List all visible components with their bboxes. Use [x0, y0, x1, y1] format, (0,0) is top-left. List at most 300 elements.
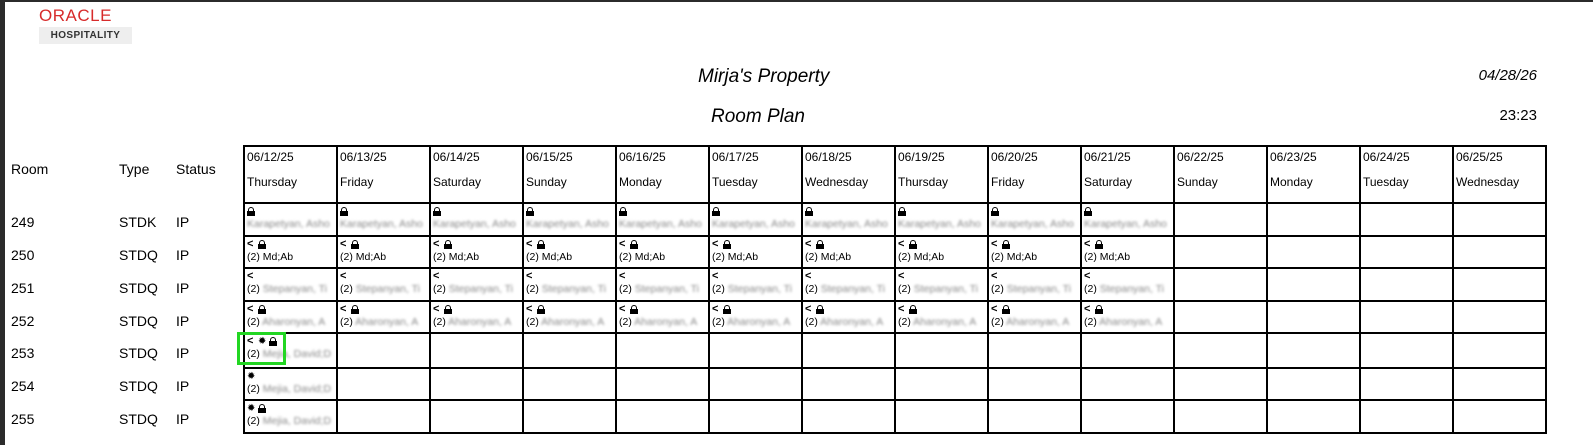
- share-icon: <: [805, 302, 812, 315]
- day-header-cell: [338, 147, 431, 202]
- room-day-cell[interactable]: [896, 204, 989, 235]
- day-date: 06/16/25: [619, 150, 666, 164]
- property-name: Mirja's Property: [698, 66, 830, 87]
- reservation-icons: [526, 304, 615, 315]
- lock-icon: [630, 305, 638, 314]
- lock-icon: [1095, 305, 1103, 314]
- date-header-row: [245, 147, 1547, 204]
- room-day-cell[interactable]: [1268, 237, 1361, 268]
- room-status: IP: [176, 411, 190, 427]
- lock-icon: [444, 240, 452, 249]
- guest-name-redacted: Stepanyan, Ti: [820, 283, 885, 295]
- room-day-cell[interactable]: [803, 269, 896, 300]
- guest-count: (2): [898, 283, 914, 295]
- room-day-cell[interactable]: [803, 302, 896, 333]
- share-icon: <: [433, 302, 440, 315]
- room-day-cell[interactable]: [1082, 401, 1175, 432]
- reservation-text: Karapetyan, Asho: [712, 218, 795, 230]
- lock-icon: [1084, 207, 1092, 216]
- room-day-cell[interactable]: [338, 401, 431, 432]
- lock-icon: [898, 207, 906, 216]
- day-name: Tuesday: [1363, 175, 1409, 189]
- room-day-cell[interactable]: [338, 269, 431, 300]
- reservation-text: [898, 316, 987, 328]
- day-name: Monday: [619, 175, 662, 189]
- guest-name-redacted: Stepanyan, Ti: [1006, 283, 1071, 295]
- guest-name-redacted: Aharonyan, A: [448, 315, 512, 328]
- reservation-icons: [1084, 239, 1173, 250]
- day-name: Wednesday: [1456, 175, 1520, 189]
- room-room: 252: [11, 313, 35, 329]
- share-icon: <: [619, 270, 626, 282]
- room-day-cell[interactable]: [1082, 269, 1175, 300]
- reservation-icons: [526, 206, 615, 217]
- share-icon: <: [619, 237, 626, 250]
- gear-icon: ✹: [247, 403, 256, 414]
- room-status: IP: [176, 247, 190, 263]
- reservation-text: [247, 383, 336, 395]
- room-day-cell[interactable]: [710, 334, 803, 367]
- room-day-cell[interactable]: [896, 302, 989, 333]
- day-name: Friday: [991, 175, 1025, 189]
- room-day-cell[interactable]: [710, 401, 803, 432]
- share-icon: <: [340, 302, 347, 315]
- day-header-cell: [1361, 147, 1454, 202]
- day-name: Friday: [340, 175, 374, 189]
- room-day-cell[interactable]: [1175, 302, 1268, 333]
- share-icon: <: [712, 302, 719, 315]
- reservation-icons: [898, 239, 987, 250]
- day-date: 06/12/25: [247, 150, 294, 164]
- room-day-cell[interactable]: [617, 401, 710, 432]
- room-day-cell[interactable]: [338, 237, 431, 268]
- room-day-cell[interactable]: [1082, 204, 1175, 235]
- reservation-icons: [619, 206, 708, 217]
- reservation-text: [340, 316, 429, 328]
- room-day-cell[interactable]: [617, 204, 710, 235]
- lock-icon: [723, 305, 731, 314]
- reservation-icons: [1084, 304, 1173, 315]
- guest-name-redacted: Aharonyan, A: [820, 315, 884, 328]
- reservation-icons: [340, 206, 429, 217]
- guest-name-redacted: Aharonyan, A: [727, 315, 791, 328]
- reservation-text: Karapetyan, Asho: [433, 218, 516, 230]
- reservation-text: [340, 283, 429, 295]
- table-row: [245, 269, 1547, 302]
- room-day-cell[interactable]: [1361, 369, 1454, 400]
- reservation-icons: [991, 239, 1080, 250]
- reservation-text: [619, 283, 708, 295]
- room-day-cell[interactable]: [1361, 302, 1454, 333]
- room-day-cell[interactable]: [896, 369, 989, 400]
- room-day-cell[interactable]: [338, 334, 431, 367]
- room-day-cell[interactable]: [989, 237, 1082, 268]
- room-day-cell[interactable]: [245, 401, 338, 432]
- lock-icon: [269, 337, 277, 346]
- room-day-cell[interactable]: [1268, 302, 1361, 333]
- day-date: 06/24/25: [1363, 150, 1410, 164]
- day-header-cell: [1082, 147, 1175, 202]
- room-day-cell[interactable]: [1454, 204, 1547, 235]
- lock-icon: [723, 240, 731, 249]
- reservation-icons: [619, 304, 708, 315]
- day-date: 06/22/25: [1177, 150, 1224, 164]
- room-day-cell[interactable]: [245, 369, 338, 400]
- lock-icon: [909, 240, 917, 249]
- guest-count: (2): [247, 283, 263, 295]
- gear-icon: ✹: [247, 370, 256, 382]
- room-day-cell[interactable]: [617, 269, 710, 300]
- room-day-cell[interactable]: [989, 401, 1082, 432]
- reservation-text: [712, 316, 801, 328]
- lock-icon: [630, 240, 638, 249]
- reservation-text: [247, 348, 336, 360]
- column-header-type: Type: [119, 161, 150, 177]
- guest-name-redacted: Mejia, David;D: [262, 382, 332, 395]
- day-header-cell: [431, 147, 524, 202]
- day-header-cell: [710, 147, 803, 202]
- lock-icon: [537, 305, 545, 314]
- room-day-cell[interactable]: [1361, 204, 1454, 235]
- reservation-icons: [712, 206, 801, 217]
- lock-icon: [258, 404, 266, 413]
- lock-icon: [805, 207, 813, 216]
- day-header-cell: [1454, 147, 1547, 202]
- reservation-icons: [340, 271, 429, 282]
- room-day-cell[interactable]: [710, 369, 803, 400]
- room-day-cell[interactable]: [1361, 237, 1454, 268]
- reservation-icons: [898, 304, 987, 315]
- share-icon: <: [712, 270, 719, 282]
- room-day-cell[interactable]: [524, 401, 617, 432]
- reservation-icons: [805, 206, 894, 217]
- reservation-icons: [619, 271, 708, 282]
- room-day-cell[interactable]: [1454, 269, 1547, 300]
- share-icon: <: [526, 302, 533, 315]
- room-day-cell[interactable]: [989, 302, 1082, 333]
- day-name: Thursday: [898, 175, 949, 189]
- room-day-cell[interactable]: [803, 204, 896, 235]
- room-day-cell[interactable]: [989, 334, 1082, 367]
- room-day-cell[interactable]: [524, 334, 617, 367]
- share-icon: <: [247, 270, 254, 282]
- lock-icon: [619, 207, 627, 216]
- guest-name-redacted: Stepanyan, Ti: [1099, 283, 1164, 295]
- room-day-cell[interactable]: [524, 269, 617, 300]
- share-icon: <: [898, 302, 905, 315]
- reservation-text: Karapetyan, Asho: [247, 218, 330, 230]
- room-day-cell[interactable]: [431, 369, 524, 400]
- reservation-icons: [526, 239, 615, 250]
- room-day-cell[interactable]: [245, 237, 338, 268]
- guest-count: (2): [433, 315, 449, 328]
- room-day-cell[interactable]: [245, 334, 338, 367]
- guest-count: (2): [1084, 315, 1100, 328]
- reservation-icons: [619, 239, 708, 250]
- lock-icon: [537, 240, 545, 249]
- reservation-text: (2) Md;Ab: [526, 250, 573, 263]
- room-day-cell[interactable]: [338, 204, 431, 235]
- share-icon: <: [1084, 237, 1091, 250]
- room-day-cell[interactable]: [431, 204, 524, 235]
- share-icon: <: [1084, 302, 1091, 315]
- day-header-cell: [245, 147, 338, 202]
- room-day-cell[interactable]: [245, 204, 338, 235]
- day-date: 06/23/25: [1270, 150, 1317, 164]
- reservation-text: (2) Md;Ab: [247, 250, 294, 263]
- room-day-cell[interactable]: [1082, 302, 1175, 333]
- reservation-text: [898, 283, 987, 295]
- lock-icon: [351, 240, 359, 249]
- guest-name-redacted: Stepanyan, Ti: [262, 283, 327, 295]
- room-day-cell[interactable]: [1175, 237, 1268, 268]
- room-room: 253: [11, 345, 35, 361]
- room-day-cell[interactable]: [1175, 401, 1268, 432]
- reservation-text: (2) Md;Ab: [805, 250, 852, 263]
- reservation-text: [991, 283, 1080, 295]
- room-day-cell[interactable]: [617, 369, 710, 400]
- guest-count: (2): [526, 315, 542, 328]
- day-name: Monday: [1270, 175, 1313, 189]
- room-day-cell[interactable]: [803, 369, 896, 400]
- reservation-icons: [247, 403, 336, 414]
- reservation-text: (2) Md;Ab: [619, 250, 666, 263]
- reservation-icons: [805, 271, 894, 282]
- reservation-icons: [712, 271, 801, 282]
- day-date: 06/20/25: [991, 150, 1038, 164]
- room-type: STDQ: [119, 247, 158, 263]
- room-day-cell[interactable]: [803, 401, 896, 432]
- room-status: IP: [176, 313, 190, 329]
- lock-icon: [247, 207, 255, 216]
- guest-name-redacted: Aharonyan, A: [541, 315, 605, 328]
- lock-icon: [1002, 305, 1010, 314]
- reservation-text: [1084, 283, 1173, 295]
- guest-count: (2): [805, 315, 821, 328]
- room-day-cell[interactable]: [1454, 334, 1547, 367]
- reservation-icons: [898, 271, 987, 282]
- room-day-cell[interactable]: [1454, 302, 1547, 333]
- room-day-cell[interactable]: [1454, 401, 1547, 432]
- room-day-cell[interactable]: [431, 302, 524, 333]
- reservation-icons: [433, 239, 522, 250]
- lock-icon: [712, 207, 720, 216]
- share-icon: <: [619, 302, 626, 315]
- room-day-cell[interactable]: [1175, 204, 1268, 235]
- guest-count: (2): [619, 283, 635, 295]
- table-row: [245, 401, 1547, 434]
- room-day-cell[interactable]: [1454, 237, 1547, 268]
- reservation-text: Karapetyan, Asho: [526, 218, 609, 230]
- room-day-cell[interactable]: [1361, 334, 1454, 367]
- room-day-cell[interactable]: [803, 237, 896, 268]
- reservation-text: [712, 283, 801, 295]
- room-day-cell[interactable]: [896, 334, 989, 367]
- reservation-text: [247, 283, 336, 295]
- room-day-cell[interactable]: [1361, 401, 1454, 432]
- room-day-cell[interactable]: [803, 334, 896, 367]
- room-day-cell[interactable]: [1082, 369, 1175, 400]
- room-type: STDQ: [119, 313, 158, 329]
- room-day-cell[interactable]: [431, 401, 524, 432]
- room-day-cell[interactable]: [896, 237, 989, 268]
- lock-icon: [351, 305, 359, 314]
- reservation-text: Karapetyan, Asho: [898, 218, 981, 230]
- share-icon: <: [433, 237, 440, 250]
- reservation-icons: [805, 239, 894, 250]
- logo-brand: ORACLE: [39, 6, 112, 25]
- lock-icon: [258, 240, 266, 249]
- share-icon: <: [991, 302, 998, 315]
- reservation-icons: [805, 304, 894, 315]
- guest-count: (2): [433, 283, 449, 295]
- room-day-cell[interactable]: [1268, 369, 1361, 400]
- room-type: STDQ: [119, 345, 158, 361]
- guest-count: (2): [712, 315, 728, 328]
- guest-name-redacted: Aharonyan, A: [262, 315, 326, 328]
- room-day-cell[interactable]: [524, 237, 617, 268]
- room-day-cell[interactable]: [1175, 334, 1268, 367]
- reservation-text: Karapetyan, Asho: [1084, 218, 1167, 230]
- lock-icon: [526, 207, 534, 216]
- room-day-cell[interactable]: [710, 204, 803, 235]
- day-header-cell: [1175, 147, 1268, 202]
- share-icon: <: [712, 237, 719, 250]
- room-plan-grid: [243, 145, 1547, 434]
- share-icon: <: [805, 270, 812, 282]
- room-day-cell[interactable]: [710, 237, 803, 268]
- reservation-icons: [1084, 206, 1173, 217]
- room-day-cell[interactable]: [1082, 237, 1175, 268]
- room-room: 250: [11, 247, 35, 263]
- column-header-room: Room: [11, 161, 49, 177]
- guest-name-redacted: Aharonyan, A: [1099, 315, 1163, 328]
- guest-count: (2): [991, 315, 1007, 328]
- lock-icon: [433, 207, 441, 216]
- gear-icon: ✹: [258, 336, 267, 347]
- reservation-text: (2) Md;Ab: [991, 250, 1038, 263]
- reservation-text: [433, 283, 522, 295]
- guest-count: (2): [247, 415, 263, 427]
- guest-name-redacted: Aharonyan, A: [913, 315, 977, 328]
- day-name: Sunday: [1177, 175, 1218, 189]
- reservation-text: [433, 316, 522, 328]
- day-date: 06/17/25: [712, 150, 759, 164]
- room-status: IP: [176, 378, 190, 394]
- share-icon: <: [526, 237, 533, 250]
- grid-body: [245, 204, 1547, 434]
- room-day-cell[interactable]: [524, 204, 617, 235]
- room-day-cell[interactable]: [431, 334, 524, 367]
- reservation-icons: [433, 304, 522, 315]
- reservation-icons: [898, 206, 987, 217]
- room-day-cell[interactable]: [1268, 401, 1361, 432]
- room-day-cell[interactable]: [245, 269, 338, 300]
- reservation-text: Karapetyan, Asho: [619, 218, 702, 230]
- room-day-cell[interactable]: [710, 269, 803, 300]
- guest-count: (2): [619, 315, 635, 328]
- reservation-icons: [991, 304, 1080, 315]
- room-day-cell[interactable]: [989, 204, 1082, 235]
- guest-name-redacted: Mejia, David;D: [262, 415, 332, 427]
- logo-subtitle: HOSPITALITY: [39, 27, 132, 44]
- room-day-cell[interactable]: [1268, 204, 1361, 235]
- guest-count: (2): [247, 382, 263, 395]
- guest-name-redacted: Aharonyan, A: [1006, 315, 1070, 328]
- day-date: 06/25/25: [1456, 150, 1503, 164]
- room-day-cell[interactable]: [431, 269, 524, 300]
- room-type: STDQ: [119, 378, 158, 394]
- guest-count: (2): [526, 283, 542, 295]
- room-day-cell[interactable]: [989, 269, 1082, 300]
- room-day-cell[interactable]: [1361, 269, 1454, 300]
- share-icon: <: [433, 270, 440, 282]
- lock-icon: [340, 207, 348, 216]
- reservation-text: [247, 316, 336, 328]
- room-day-cell[interactable]: [1175, 369, 1268, 400]
- reservation-icons: [247, 239, 336, 250]
- lock-icon: [1095, 240, 1103, 249]
- share-icon: <: [247, 237, 254, 250]
- room-day-cell[interactable]: [617, 334, 710, 367]
- room-day-cell[interactable]: [431, 237, 524, 268]
- day-header-cell: [524, 147, 617, 202]
- guest-count: (2): [247, 348, 263, 360]
- reservation-icons: [247, 371, 336, 382]
- reservation-icons: [340, 239, 429, 250]
- reservation-icons: [433, 271, 522, 282]
- room-day-cell[interactable]: [245, 302, 338, 333]
- day-header-cell: [1268, 147, 1361, 202]
- day-date: 06/13/25: [340, 150, 387, 164]
- share-icon: <: [898, 270, 905, 282]
- reservation-icons: [340, 304, 429, 315]
- share-icon: <: [991, 270, 998, 282]
- reservation-icons: [712, 304, 801, 315]
- column-header-status: Status: [176, 161, 216, 177]
- report-date: 04/28/26: [1478, 67, 1537, 84]
- room-day-cell[interactable]: [710, 302, 803, 333]
- reservation-text: [526, 316, 615, 328]
- lock-icon: [991, 207, 999, 216]
- room-day-cell[interactable]: [896, 269, 989, 300]
- room-day-cell[interactable]: [1268, 334, 1361, 367]
- share-icon: <: [247, 302, 254, 315]
- reservation-icons: [991, 206, 1080, 217]
- room-day-cell[interactable]: [1454, 369, 1547, 400]
- room-day-cell[interactable]: [896, 401, 989, 432]
- share-icon: <: [247, 335, 254, 347]
- room-day-cell[interactable]: [989, 369, 1082, 400]
- reservation-text: (2) Md;Ab: [712, 250, 759, 263]
- lock-icon: [816, 240, 824, 249]
- room-day-cell[interactable]: [617, 237, 710, 268]
- guest-count: (2): [712, 283, 728, 295]
- day-name: Saturday: [433, 175, 482, 189]
- room-day-cell[interactable]: [1082, 334, 1175, 367]
- share-icon: <: [991, 237, 998, 250]
- room-day-cell[interactable]: [1175, 269, 1268, 300]
- room-day-cell[interactable]: [338, 302, 431, 333]
- day-header-cell: [617, 147, 710, 202]
- room-day-cell[interactable]: [1268, 269, 1361, 300]
- room-day-cell[interactable]: [524, 302, 617, 333]
- room-day-cell[interactable]: [617, 302, 710, 333]
- reservation-text: [991, 316, 1080, 328]
- reservation-text: [619, 316, 708, 328]
- room-day-cell[interactable]: [524, 369, 617, 400]
- room-day-cell[interactable]: [338, 369, 431, 400]
